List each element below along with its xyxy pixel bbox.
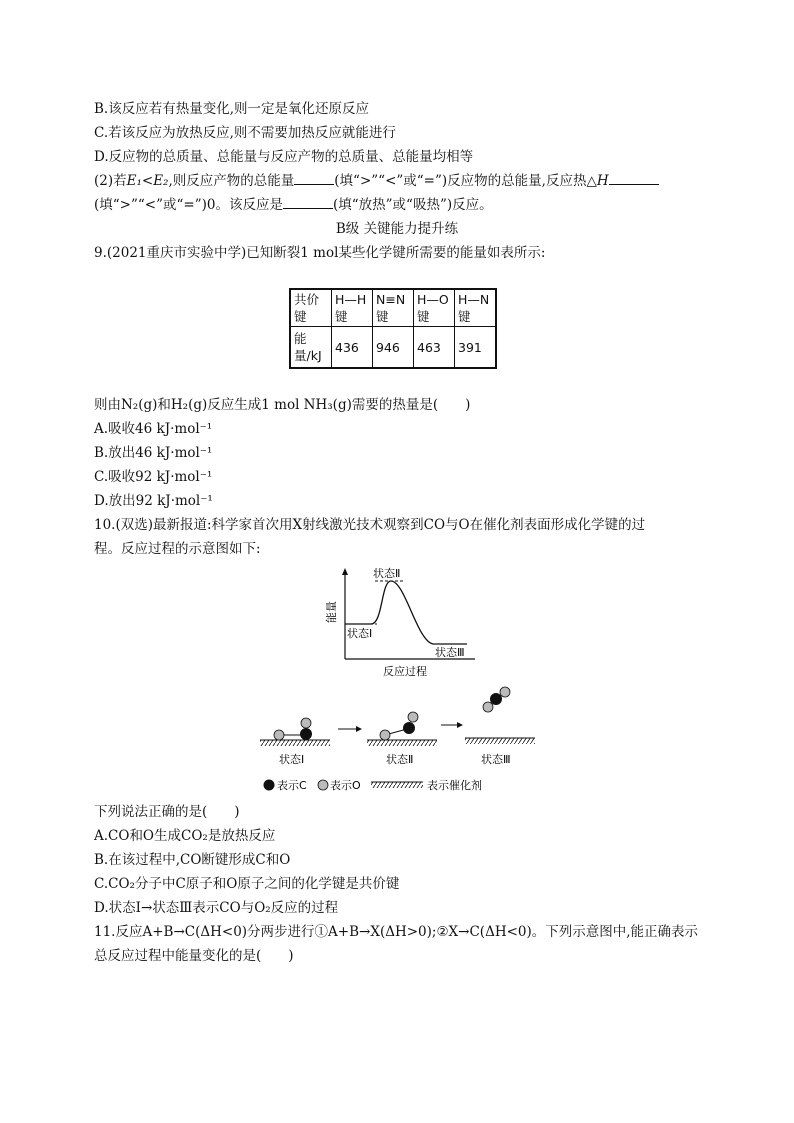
table-header-cell: N≡N键 bbox=[373, 289, 414, 327]
q9-stem: 9.(2021重庆市实验中学)已知断裂1 mol某些化学键所需要的能量如表所示: bbox=[94, 245, 546, 261]
x-axis-label: 反应过程 bbox=[383, 665, 427, 678]
q8-option-d: D.反应物的总质量、总能量与反应产物的总质量、总能量均相等 bbox=[94, 149, 474, 165]
table-cell: 946 bbox=[373, 327, 414, 369]
q9-option-c: C.吸收92 kJ·mol⁻¹ bbox=[94, 469, 213, 485]
state3-c-atom bbox=[490, 693, 502, 705]
q10-option-b: B.在该过程中,CO断键形成C和O bbox=[94, 852, 291, 868]
q9-option-d: D.放出92 kJ·mol⁻¹ bbox=[94, 493, 213, 509]
q8-option-b: B.该反应若有热量变化,则一定是氧化还原反应 bbox=[94, 101, 370, 117]
caption-state1: 状态Ⅰ bbox=[279, 753, 305, 766]
state3-o-atom-2 bbox=[500, 687, 510, 697]
q10-option-d: D.状态Ⅰ→状态Ⅲ表示CO与O₂反应的过程 bbox=[94, 900, 339, 916]
legend-o-label: 表示O bbox=[330, 779, 361, 792]
q10-stem-line2: 程。反应过程的示意图如下: bbox=[94, 541, 261, 557]
q11-stem-line1: 11.反应A+B→C(ΔH<0)分两步进行①A+B→X(ΔH>0);②X→C(ΔH<0)。下列示意图中,能正确表示 bbox=[94, 924, 699, 940]
q8-sub2-text-c: (填“>”“<”或“=”)反应物的总能量,反应热△ bbox=[334, 173, 597, 189]
table-header-cell: H—N键 bbox=[455, 289, 497, 327]
bond-energy-table bbox=[289, 288, 497, 369]
legend-c-icon bbox=[264, 780, 275, 791]
state3-o-atom bbox=[483, 702, 493, 712]
q11-stem-line2: 总反应过程中能量变化的是( ) bbox=[94, 948, 294, 964]
q9-question: 则由N₂(g)和H₂(g)反应生成1 mol NH₃(g)需要的热量是( ) bbox=[94, 397, 471, 413]
caption-state2: 状态Ⅱ bbox=[386, 753, 414, 766]
label-state2: 状态Ⅱ bbox=[373, 567, 401, 580]
q8-sub2-text-b: ,则反应产物的总能量 bbox=[168, 173, 295, 189]
q8-sub2-text-d: (填“>”“<”或“=”)0。该反应是 bbox=[94, 197, 283, 213]
state3-surface bbox=[465, 738, 535, 744]
y-axis-arrow-icon bbox=[342, 568, 348, 575]
energy-profile-diagram bbox=[325, 565, 475, 680]
legend-c-label: 表示C bbox=[277, 779, 307, 792]
q8-sub2-prefix: (2)若 bbox=[94, 173, 127, 189]
section-heading: B级 关键能力提升练 bbox=[335, 221, 459, 237]
table-header-cell: H—O键 bbox=[414, 289, 455, 327]
table-row bbox=[290, 327, 496, 369]
q10-question: 下列说法正确的是( ) bbox=[94, 804, 240, 820]
table-header-cell: H—H键 bbox=[332, 289, 373, 327]
state2-o-atom bbox=[380, 730, 390, 740]
label-state1: 状态Ⅰ bbox=[347, 627, 373, 640]
state1-o-atom-2 bbox=[301, 718, 311, 728]
table-header-cell: 共价键 bbox=[290, 289, 332, 327]
label-state3: 状态Ⅲ bbox=[435, 646, 465, 659]
q10-option-a: A.CO和O生成CO₂是放热反应 bbox=[94, 828, 276, 844]
table-cell: 463 bbox=[414, 327, 455, 369]
state2-c-atom bbox=[403, 722, 415, 734]
table-cell: 436 bbox=[332, 327, 373, 369]
answer-blank-3[interactable] bbox=[283, 196, 333, 209]
legend-catalyst-label: 表示催化剂 bbox=[427, 779, 482, 792]
table-cell: 391 bbox=[455, 327, 497, 369]
legend-o-icon bbox=[318, 780, 328, 790]
q9-option-a: A.吸收46 kJ·mol⁻¹ bbox=[94, 421, 213, 437]
arrow-1-head-icon bbox=[356, 726, 362, 732]
arrow-2-head-icon bbox=[457, 722, 463, 728]
q8-sub2-condition: E₁<E₂ bbox=[126, 173, 169, 189]
molecular-states-diagram bbox=[255, 683, 545, 793]
q8-subquestion-2-line2 bbox=[94, 195, 493, 215]
state1-c-atom bbox=[300, 728, 312, 740]
q8-sub2-text-e: (填“放热”或“吸热”)反应。 bbox=[332, 197, 493, 213]
legend-catalyst-icon bbox=[371, 782, 423, 788]
q10-option-c: C.CO₂分子中C原子和O原子之间的化学键是共价键 bbox=[94, 876, 400, 892]
state1-o-atom bbox=[274, 730, 284, 740]
caption-state3: 状态Ⅲ bbox=[481, 753, 511, 766]
table-cell: 能量/kJ bbox=[290, 327, 332, 369]
q8-option-c: C.若该反应为放热反应,则不需要加热反应就能进行 bbox=[94, 125, 396, 141]
state2-surface bbox=[367, 740, 437, 746]
answer-blank-1[interactable] bbox=[294, 172, 334, 185]
state1-surface bbox=[260, 740, 330, 746]
q8-sub2-h-symbol: H bbox=[596, 173, 609, 189]
table-header-row bbox=[290, 289, 496, 327]
q9-option-b: B.放出46 kJ·mol⁻¹ bbox=[94, 445, 213, 461]
state2-o-atom-2 bbox=[408, 712, 418, 722]
q10-stem-line1: 10.(双选)最新报道:科学家首次用X射线激光技术观察到CO与O在催化剂表面形成化学键的过 bbox=[94, 517, 646, 533]
answer-blank-2[interactable] bbox=[609, 172, 659, 185]
y-axis-label: 能量 bbox=[325, 601, 338, 623]
q8-subquestion-2-line1 bbox=[94, 171, 659, 191]
